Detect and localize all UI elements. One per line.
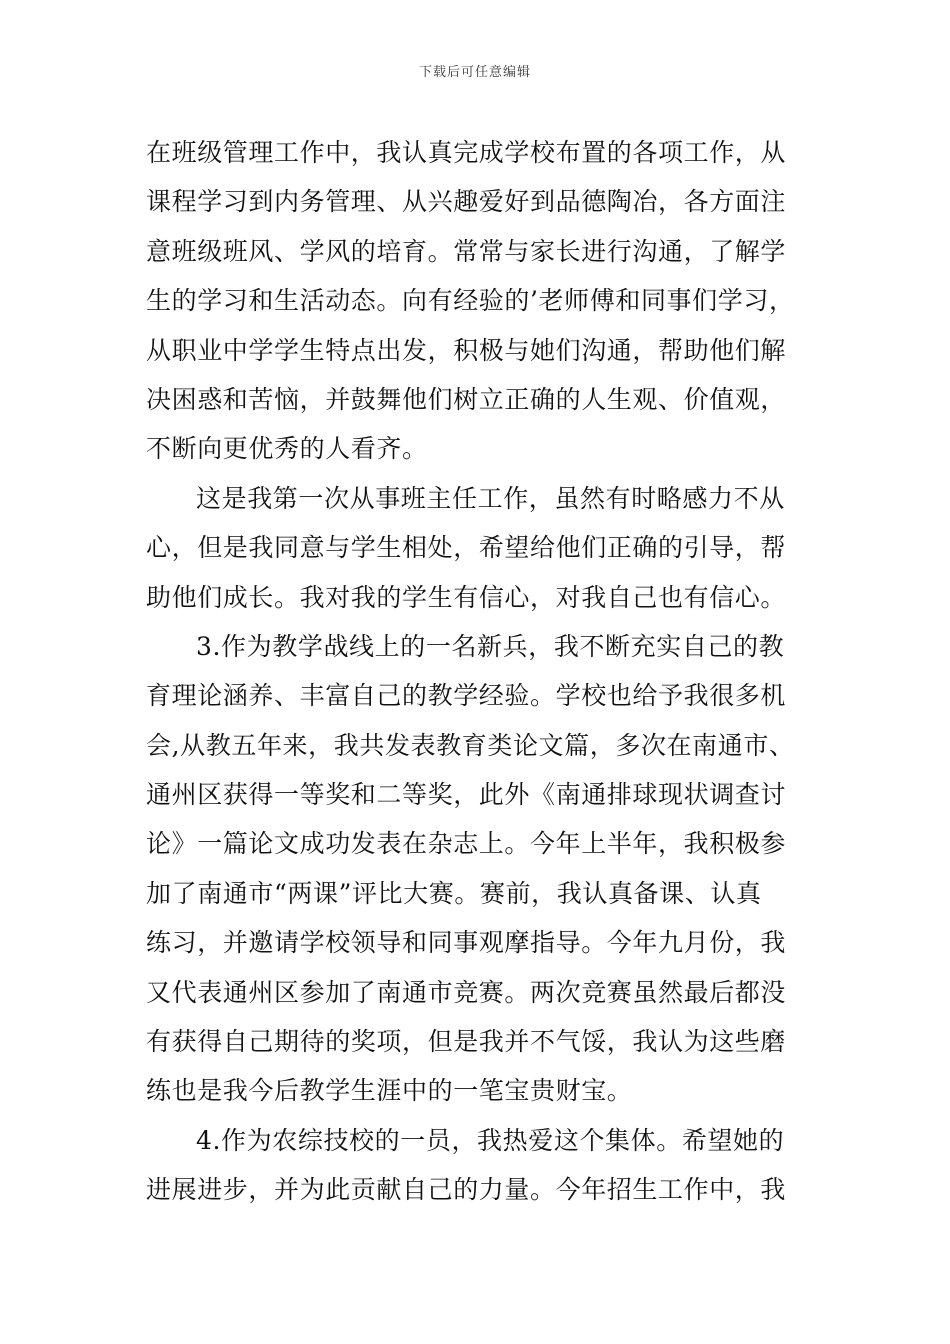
text-line: 进展进步，并为此贡献自己的力量。今年招生工作中，我 [146, 1175, 787, 1205]
paragraph-first-line: 3.作为教学战线上的一名新兵，我不断充实自己的教 [196, 631, 785, 661]
text-line: 助他们成长。我对我的学生有信心，对我自己也有信心。 [146, 582, 787, 612]
text-line: 课程学习到内务管理、从兴趣爱好到品德陶冶，各方面注 [146, 187, 787, 217]
text-line: 决困惑和苦恼，并鼓舞他们树立正确的人生观、价值观， [146, 384, 787, 414]
text-line: 有获得自己期待的奖项，但是我并不气馁，我认为这些磨 [146, 1027, 787, 1057]
text-line: 心，但是我同意与学生相处，希望给他们正确的引导，帮 [146, 533, 787, 563]
text-line: 练习，并邀请学校领导和同事观摩指导。今年九月份，我 [146, 928, 787, 958]
page-header: 下载后可任意编辑 [418, 65, 531, 80]
text-line: 生的学习和生活动态。向有经验的’老师傅和同事们学习， [146, 286, 795, 316]
text-line: 从职业中学学生特点出发，积极与她们沟通，帮助他们解 [146, 335, 787, 365]
text-line: 会,从教五年来，我共发表教育类论文篇，多次在南通市、 [146, 730, 795, 760]
paragraph-first-line: 4.作为农综技校的一员，我热爱这个集体。希望她的 [196, 1125, 785, 1155]
text-line: 练也是我今后教学生涯中的一笔宝贵财宝。 [146, 1076, 633, 1106]
document-body [146, 128, 808, 1215]
text-line: 不断向更优秀的人看齐。 [146, 434, 428, 464]
text-line: 加了南通市“两课”评比大赛。赛前，我认真备课、认真 [146, 878, 762, 908]
text-line: 育理论涵养、丰富自己的教学经验。学校也给予我很多机 [146, 681, 787, 711]
text-line: 又代表通州区参加了南通市竞赛。两次竞赛虽然最后都没 [146, 977, 787, 1007]
text-line: 论》一篇论文成功发表在杂志上。今年上半年，我积极参 [146, 829, 787, 859]
text-line: 通州区获得一等奖和二等奖，此外《南通排球现状调查讨 [146, 780, 787, 810]
text-line: 意班级班风、学风的培育。常常与家长进行沟通，了解学 [146, 236, 787, 266]
text-line: 在班级管理工作中，我认真完成学校布置的各项工作，从 [146, 138, 787, 167]
paragraph-first-line: 这是我第一次从事班主任工作，虽然有时略感力不从 [196, 483, 785, 513]
